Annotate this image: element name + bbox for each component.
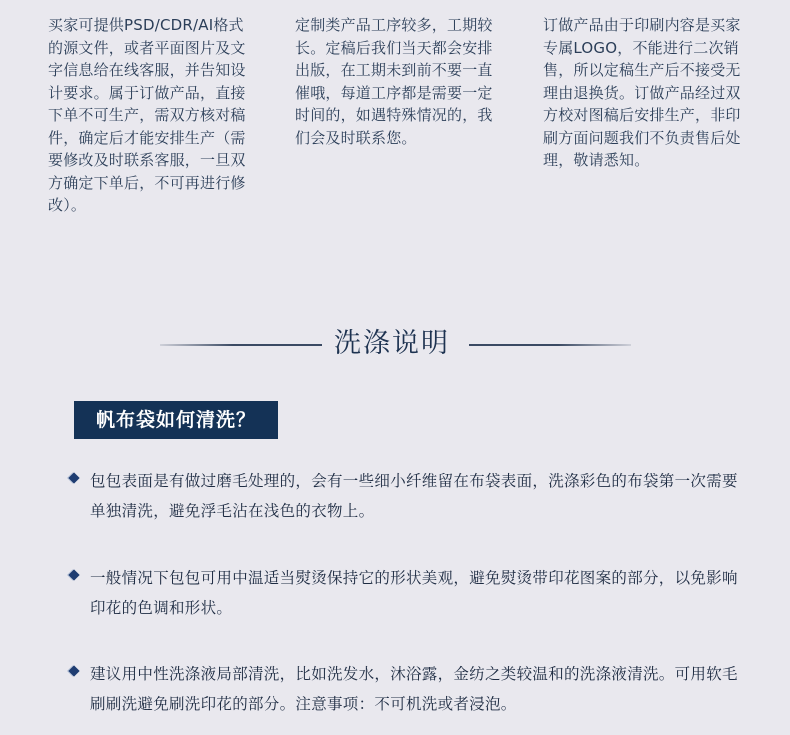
care-item-text: 包包表面是有做过磨毛处理的，会有一些细小纤维留在布袋表面，洗涤彩色的布袋第一次需要单独清洗，避免浮毛沾在浅色的衣物上。 [90,472,738,520]
care-item [66,466,746,526]
divider-left [160,344,322,346]
care-item-text: 建议用中性洗涤液局部清洗，比如洗发水，沐浴露，金纺之类较温和的洗涤液清洗。可用软毛刷刷洗避免刷洗印花的部分。注意事项：不可机洗或者浸泡。 [90,665,738,713]
section-title: 洗涤说明 [334,328,450,359]
section-header [0,322,790,366]
divider-right [469,344,631,346]
care-item [66,659,746,719]
diamond-bullet-icon [68,472,79,483]
notice-return-policy: 订做产品由于印刷内容是买家专属LOGO，不能进行二次销售，所以定稿生产后不接受无理由退换货。订做产品经过双方校对图稿后安排生产，非印刷方面问题我们不负责售后处理，敬请悉知。 [543,16,741,169]
notice-production-time: 定制类产品工序较多，工期较长。定稿后我们当天都会安排出版，在工期未到前不要一直催哦，每道工序都是需要一定时间的，如遇特殊情况的，我们会及时联系您。 [295,16,493,147]
notice-design-files: 买家可提供PSD/CDR/AI格式的源文件，或者平面图片及文字信息给在线客服，并告知设计要求。属于订做产品，直接下单不可生产，需双方核对稿件，确定后才能安排生产（需要修改及时联系客服，一旦双方确定下单后，不可再进行修改）。 [48,16,246,214]
care-item-text: 一般情况下包包可用中温适当熨烫保持它的形状美观，避免熨烫带印花图案的部分，以免影响印花的色调和形状。 [90,569,738,617]
care-item [66,563,746,623]
diamond-bullet-icon [68,569,79,580]
diamond-bullet-icon [68,665,79,676]
sub-heading-canvas-bag-wash: 帆布袋如何清洗？ [74,401,278,439]
